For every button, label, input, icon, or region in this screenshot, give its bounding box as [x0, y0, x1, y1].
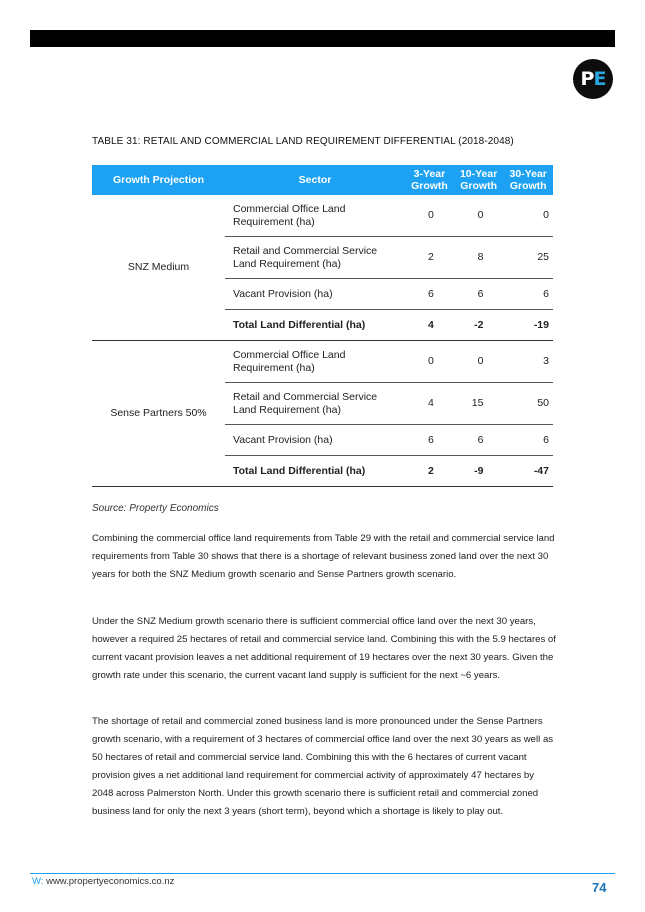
value-30yr: 0	[503, 195, 553, 237]
value-10yr: 0	[454, 341, 504, 383]
value-30yr: 25	[503, 237, 553, 279]
col-header-30yr-line2: Growth	[509, 180, 547, 192]
table-title: TABLE 31: RETAIL AND COMMERCIAL LAND REQUIREMENT DIFFERENTIAL (2018-2048)	[92, 136, 514, 147]
sector-cell: Vacant Provision (ha)	[225, 279, 405, 310]
header-bar	[30, 30, 615, 47]
footer-divider	[30, 873, 615, 874]
sector-cell: Commercial Office Land Requirement (ha)	[225, 341, 405, 383]
logo-letter-e: E	[593, 68, 606, 90]
value-3yr: 2	[405, 237, 454, 279]
growth-projection-cell: Sense Partners 50%	[92, 341, 225, 487]
total-10yr: -9	[454, 456, 504, 487]
col-header-projection: Growth Projection	[92, 165, 225, 195]
col-header-3yr	[405, 165, 454, 195]
col-header-10yr	[454, 165, 504, 195]
value-30yr: 6	[503, 279, 553, 310]
sector-cell: Retail and Commercial Service Land Requirement (ha)	[225, 383, 405, 425]
table-row	[92, 341, 553, 383]
footer-url-prefix: W:	[32, 876, 44, 887]
sector-cell: Retail and Commercial Service Land Requirement (ha)	[225, 237, 405, 279]
total-3yr: 2	[405, 456, 454, 487]
total-10yr: -2	[454, 310, 504, 341]
source-note: Source: Property Economics	[92, 503, 219, 514]
total-label-cell: Total Land Differential (ha)	[225, 456, 405, 487]
col-header-3yr-line2: Growth	[411, 180, 448, 192]
value-3yr: 4	[405, 383, 454, 425]
sector-cell: Commercial Office Land Requirement (ha)	[225, 195, 405, 237]
page-number: 74	[592, 880, 607, 895]
footer-url: www.propertyeconomics.co.nz	[43, 876, 175, 887]
total-30yr: -19	[503, 310, 553, 341]
table-row	[92, 195, 553, 237]
value-30yr: 50	[503, 383, 553, 425]
col-header-3yr-line1: 3-Year	[413, 168, 446, 180]
body-paragraph: The shortage of retail and commercial zoned business land is more pronounced under the Sense Partners growth scenario, with a requirement of 3 hectares of commercial office land over the next 30 years as well as 50 hectares of retail and commercial service land. Combining this with the 6 hectares of current vacant provision gives a net additional land requirement for commercial activity of approximately 47 hectares by 2048 across Palmerston North. Under this growth scenario there is sufficient retail and commercial zoned business land for only the next 3 years (short term), beyond which a shortage is likely to play out.	[92, 716, 554, 817]
value-3yr: 6	[405, 425, 454, 456]
value-3yr: 0	[405, 341, 454, 383]
company-logo	[573, 59, 613, 99]
value-10yr: 0	[454, 195, 504, 237]
col-header-10yr-line2: Growth	[460, 180, 498, 192]
footer-website[interactable]	[32, 876, 174, 887]
table-header-row	[92, 165, 553, 195]
col-header-30yr-line1: 30-Year	[509, 168, 547, 180]
col-header-10yr-line1: 10-Year	[459, 168, 498, 180]
land-differential-table	[92, 165, 553, 487]
total-label-cell: Total Land Differential (ha)	[225, 310, 405, 341]
value-3yr: 0	[405, 195, 454, 237]
value-30yr: 6	[503, 425, 553, 456]
body-paragraph: Under the SNZ Medium growth scenario there is sufficient commercial office land over the next 30 years, however a required 25 hectares of retail and commercial service land. Combining this with the 5.9 hectares of current vacant provision leaves a net additional requirement of 19 hectares over the next 30 years. Given the growth rate under this scenario, the current vacant land supply is sufficient for the next ~6 years.	[92, 616, 556, 681]
value-10yr: 6	[454, 425, 504, 456]
total-3yr: 4	[405, 310, 454, 341]
logo-letter-p: P	[580, 68, 594, 90]
body-paragraph: Combining the commercial office land requirements from Table 29 with the retail and commercial service land requirements from Table 30 shows that there is a shortage of relevant business zoned land over the next 30 years for both the SNZ Medium growth scenario and Sense Partners growth scenario.	[92, 533, 555, 580]
col-header-sector: Sector	[225, 165, 405, 195]
value-10yr: 6	[454, 279, 504, 310]
total-30yr: -47	[503, 456, 553, 487]
sector-cell: Vacant Provision (ha)	[225, 425, 405, 456]
col-header-30yr	[503, 165, 553, 195]
value-30yr: 3	[503, 341, 553, 383]
value-10yr: 15	[454, 383, 504, 425]
value-10yr: 8	[454, 237, 504, 279]
value-3yr: 6	[405, 279, 454, 310]
growth-projection-cell: SNZ Medium	[92, 195, 225, 341]
